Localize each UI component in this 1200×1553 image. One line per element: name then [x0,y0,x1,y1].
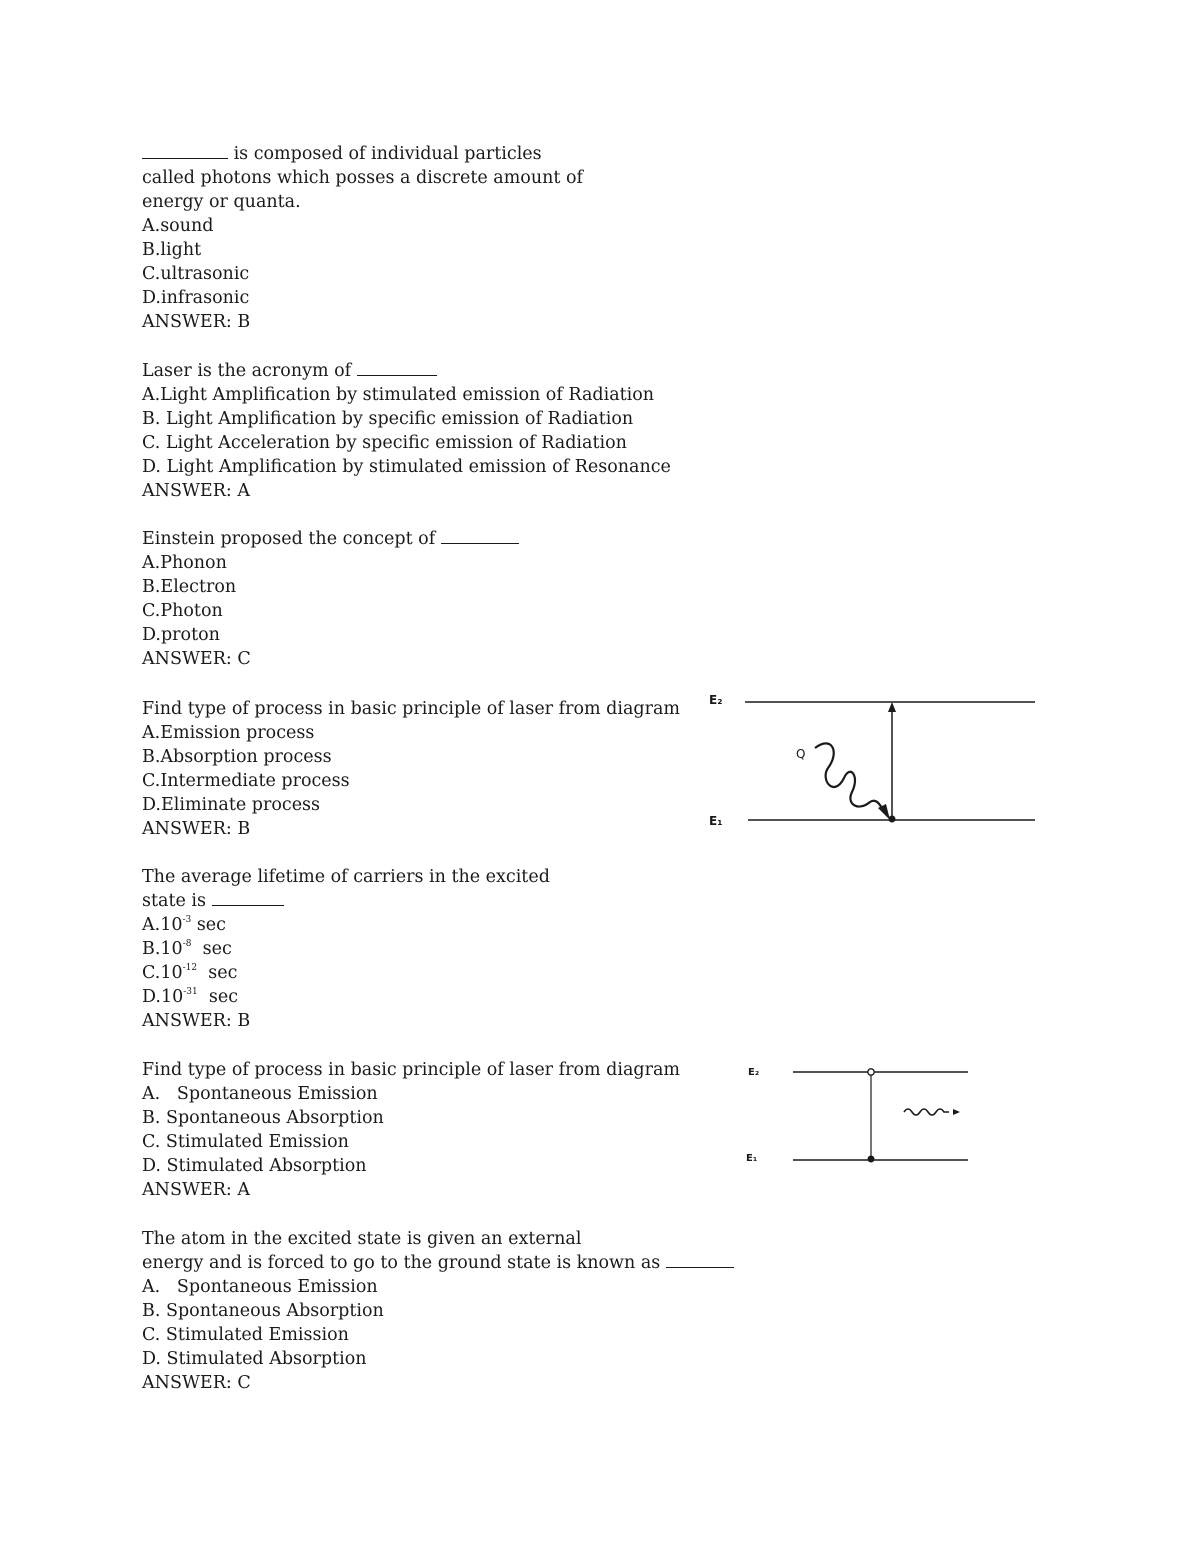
option-b: B. Light Amplification by specific emission of Radiation [142,409,634,429]
answer-line: ANSWER: B [142,312,251,332]
answer-line: ANSWER: B [142,1011,251,1031]
option-d: D.Eliminate process [142,795,321,815]
option-b: B. Spontaneous Absorption [142,1108,384,1128]
answer-blank [212,890,284,906]
question-stem-line: Einstein proposed the concept of [142,527,519,551]
answer-line: ANSWER: A [142,481,250,501]
absorption-diagram [700,680,1045,840]
option-c: C.ultrasonic [142,264,250,284]
question-6 [142,1058,680,1202]
question-stem-line: is composed of individual particles [142,142,583,166]
option-a: A. Spontaneous Emission [142,1277,378,1297]
transition-arrow-head [888,702,896,712]
question-3 [142,527,519,671]
question-4 [142,697,680,841]
option-b: B.Absorption process [142,747,332,767]
option-c: $C.10^{-12}$ sec [142,963,238,983]
question-7 [142,1227,734,1395]
option-d: D.infrasonic [142,288,250,308]
emitted-photon-wave [904,1109,949,1115]
option-a: A. Spontaneous Emission [142,1084,378,1104]
spontaneous-emission-diagram [740,1055,980,1175]
option-c: C. Stimulated Emission [142,1325,349,1345]
question-5 [142,865,550,1033]
option-c: C.Photon [142,601,223,621]
answer-line: ANSWER: B [142,819,251,839]
option-d: D.proton [142,625,220,645]
exponent: -31 [183,987,198,997]
answer-line: ANSWER: A [142,1180,250,1200]
question-stem-line: energy or quanta. [142,192,301,212]
option-a: A.Light Amplification by stimulated emission of Radiation [142,385,655,405]
question-stem-line: The atom in the excited state is given an external [142,1229,582,1249]
answer-blank [441,528,519,544]
answer-blank [142,143,228,159]
question-2 [142,359,671,503]
exponent: -3 [182,915,192,925]
incoming-photon-wave [815,743,884,812]
option-d: $D.10^{-31}$ sec [142,987,239,1007]
energy-level-upper-label: E₂ [748,1067,760,1078]
option-b: $B.10^{-8}$ sec [142,939,232,959]
option-d: D. Stimulated Absorption [142,1156,367,1176]
question-stem-line: The average lifetime of carriers in the excited [142,867,550,887]
answer-blank [666,1252,734,1268]
option-c: C. Stimulated Emission [142,1132,349,1152]
answer-blank [357,360,437,376]
question-stem-line: state is [142,889,550,913]
question-stem-line: energy and is forced to go to the ground state is known as [142,1251,734,1275]
question-stem-line: Laser is the acronym of [142,359,671,383]
question-stem-line: called photons which posses a discrete amount of [142,168,583,188]
option-a: A.Phonon [142,553,227,573]
option-d: D. Light Amplification by stimulated emission of Resonance [142,457,671,477]
option-c: C. Light Acceleration by specific emission of Radiation [142,433,627,453]
option-a: A.sound [142,216,214,236]
option-d: D. Stimulated Absorption [142,1349,367,1369]
answer-line: ANSWER: C [142,1373,251,1393]
answer-line: ANSWER: C [142,649,251,669]
photon-label: Q [796,747,806,761]
energy-level-upper-label: E₂ [709,693,723,707]
excited-state-dot [868,1069,874,1075]
photon-arrow-head [953,1109,960,1115]
ground-state-dot [868,1156,875,1163]
question-stem-line: Find type of process in basic principle of laser from diagram [142,1060,680,1080]
option-b: B.Electron [142,577,237,597]
energy-level-lower-label: E₁ [709,814,723,828]
exponent: -8 [182,939,192,949]
exponent: -12 [182,963,198,973]
question-stem-line: Find type of process in basic principle of laser from diagram [142,699,680,719]
option-a: $A.10^{-3}$ sec [142,915,226,935]
option-c: C.Intermediate process [142,771,350,791]
option-b: B. Spontaneous Absorption [142,1301,384,1321]
option-b: B.light [142,240,202,260]
question-1 [142,142,583,334]
energy-level-lower-label: E₁ [746,1153,758,1164]
option-a: A.Emission process [142,723,315,743]
